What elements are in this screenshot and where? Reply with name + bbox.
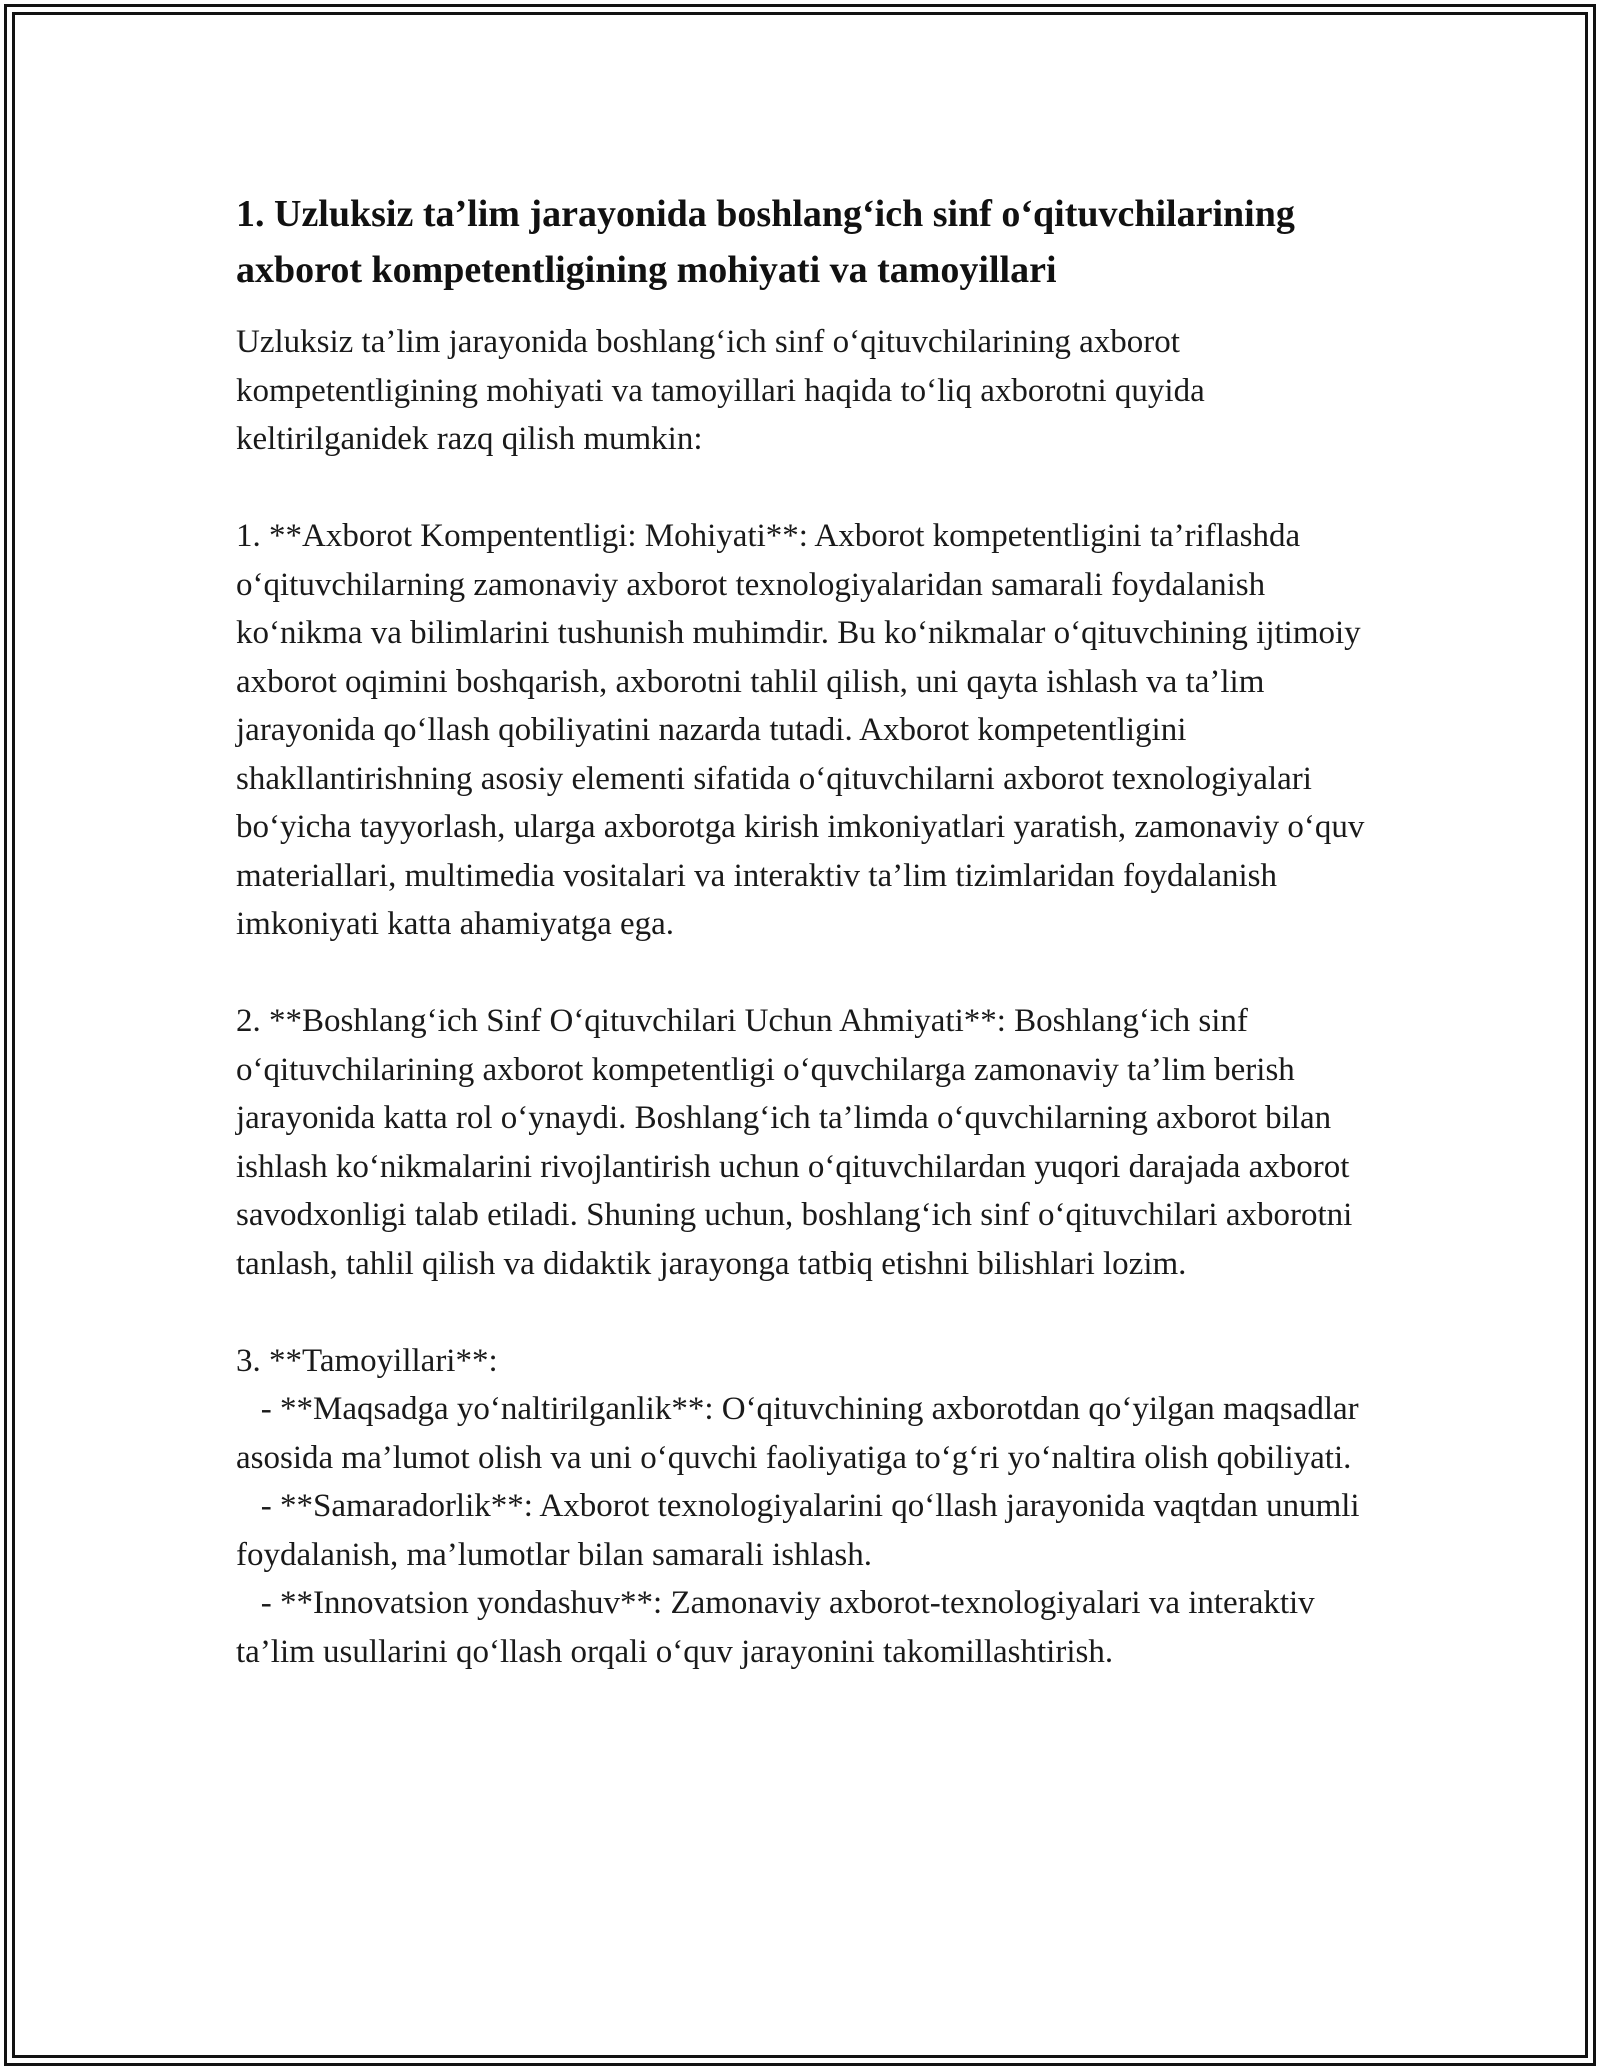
paragraph-gap bbox=[236, 1288, 1366, 1337]
section-3-title: 3. **Tamoyillari**: bbox=[236, 1342, 498, 1379]
document-body bbox=[236, 186, 1373, 1676]
paragraph-gap bbox=[236, 949, 1366, 998]
intro-paragraph: Uzluksiz ta’lim jarayonida boshlang‘ich sinf o‘qituvchilarining axborot kompetentligining mohiyati va tamoyillari haqida to‘liq axborotni quyida keltirilganidek razq qilish mumkin: bbox=[236, 324, 1213, 457]
section-2-paragraph: 2. **Boshlang‘ich Sinf O‘qituvchilari Uchun Ahmiyati**: Boshlang‘ich sinf o‘qituvchilarining axborot kompetentligi o‘quvchilarga zamonaviy ta’lim berish jarayonida katta rol o‘ynaydi. Boshlang‘ich ta’limda o‘quvchilarning axborot bilan ishlash ko‘nikmalarini rivojlantirish uchun o‘qituvchilardan yuqori darajada axborot savodxonligi talab etiladi. Shuning uchun, boshlang‘ich sinf o‘qituvchilari axborotni tanlash, tahlil qilish va didaktik jarayonga tatbiq etishni bilishlari lozim. bbox=[236, 1003, 1361, 1282]
principle-item: - **Innovatsion yondashuv**: Zamonaviy axborot-texnologiyalari va interaktiv ta’lim usullarini qo‘llash orqali o‘quv jarayonini takomillashtirish. bbox=[236, 1585, 1323, 1670]
principle-item: - **Maqsadga yo‘naltirilganlik**: O‘qituvchining axborotdan qo‘yilgan maqsadlar asosida ma’lumot olish va uni o‘quvchi faoliyatiga to‘g‘ri yo‘naltira olish qobiliyati. bbox=[236, 1391, 1367, 1476]
principle-item: - **Samaradorlik**: Axborot texnologiyalarini qo‘llash jarayonida vaqtdan unumli foydalanish, ma’lumotlar bilan samarali ishlash. bbox=[236, 1488, 1368, 1573]
paragraph-gap bbox=[236, 464, 1366, 513]
section-1-paragraph: 1. **Axborot Kompententligi: Mohiyati**: Axborot kompetentligini ta’riflashda o‘qituvchilarning zamonaviy axborot texnologiyalaridan samarali foydalanish ko‘nikma va bilimlarini tushunish muhimdir. Bu ko‘nikmalar o‘qituvchining ijtimoiy axborot oqimini boshqarish, axborotni tahlil qilish, uni qayta ishlash va ta’lim jarayonida qo‘llash qobiliyatini nazarda tutadi. Axborot kompetentligini shakllantirishning asosiy elementi sifatida o‘qituvchilarni axborot texnologiyalari bo‘yicha tayyorlash, ularga axborotga kirish imkoniyatlari yaratish, zamonaviy o‘quv materiallari, multimedia vositalari va interaktiv ta’lim tizimlaridan foydalanish imkoniyati katta ahamiyatga ega. bbox=[236, 518, 1373, 942]
document-heading: 1. Uzluksiz ta’lim jarayonida boshlang‘ich sinf o‘qituvchilarining axborot kompetentligining mohiyati va tamoyillari bbox=[236, 193, 1295, 291]
